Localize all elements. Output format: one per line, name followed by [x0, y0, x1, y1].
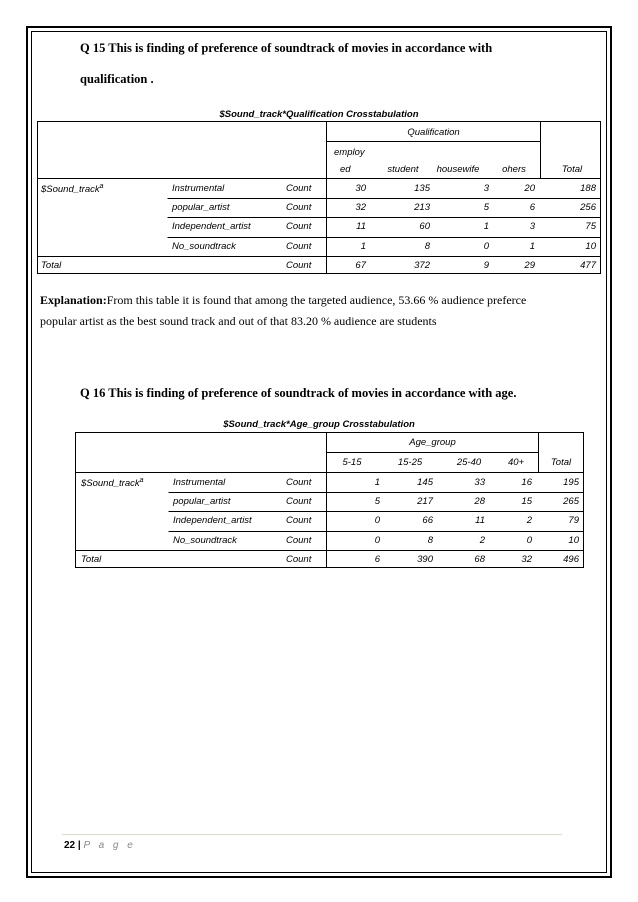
footer-separator: |: [77, 840, 81, 851]
q15-row-label: No_soundtrack: [172, 241, 236, 252]
q15-heading-line2: qualification .: [80, 72, 154, 86]
q15-col-employed-2: ed: [340, 164, 351, 175]
q15-heading-line1: Q 15 This is finding of preference of soundtrack of movies in accordance with: [80, 41, 493, 55]
q16-cell-value: 11: [475, 515, 485, 526]
q16-group-header: Age_group: [409, 437, 456, 448]
q15-row-label: Instrumental: [172, 183, 225, 194]
q15-cell-value: 20: [524, 183, 535, 194]
q16-stat-label: Count: [286, 477, 312, 488]
q16-cell-value: 33: [474, 477, 485, 488]
q15-col-housewife: housewife: [436, 164, 480, 175]
q15-cell-value: 9: [483, 260, 489, 271]
q16-cell-value: 5: [374, 496, 380, 507]
q15-col-total: Total: [561, 164, 583, 175]
explanation-text-line1: From this table it is found that among the targeted audience, 53.66 % audience preferce: [106, 293, 527, 307]
footer-rule: [62, 834, 562, 835]
q16-col-total: Total: [550, 457, 572, 468]
q15-total-label: Total: [41, 260, 62, 271]
q16-total-label: Total: [81, 554, 102, 565]
q16-row-label: popular_artist: [173, 496, 231, 507]
q15-cell-value: 6: [529, 202, 535, 213]
q16-cell-value: 79: [568, 515, 579, 526]
q15-table-title: $Sound_track*Qualification Crosstabulation: [219, 109, 419, 120]
q16-cell-value: 2: [526, 515, 532, 526]
q16-cell-value: 16: [521, 477, 532, 488]
q15-cell-value: 29: [524, 260, 535, 271]
q16-cell-value: 8: [427, 535, 433, 546]
q15-col-student: student: [387, 164, 419, 175]
q15-cell-value: 3: [483, 183, 489, 194]
q16-row-group-text: $Sound_track: [81, 478, 140, 490]
q15-cell-value: 188: [580, 183, 596, 194]
q15-cell-value: 5: [483, 202, 489, 213]
q16-stat-label: Count: [286, 554, 312, 565]
page-footer: [64, 840, 136, 851]
page-number: 22: [64, 840, 76, 851]
q15-stat-label: Count: [286, 183, 312, 194]
q16-cell-value: 265: [563, 496, 579, 507]
q16-cell-value: 2: [479, 535, 485, 546]
q15-cell-value: 67: [355, 260, 366, 271]
q15-col-ohers: ohers: [502, 164, 526, 175]
q15-cell-value: 1: [529, 241, 535, 252]
q15-cell-value: 3: [529, 221, 535, 232]
q16-cell-value: 217: [417, 496, 433, 507]
q16-cell-value: 0: [526, 535, 532, 546]
q16-stat-label: Count: [286, 535, 312, 546]
q15-cell-value: 10: [585, 241, 596, 252]
q16-cell-value: 496: [563, 554, 579, 565]
q15-row-group-text: $Sound_track: [41, 184, 100, 196]
q16-cell-value: 32: [521, 554, 532, 565]
q16-cell-value: 0: [374, 515, 380, 526]
q15-cell-value: 60: [419, 221, 430, 232]
q15-cell-value: 213: [414, 202, 430, 213]
explanation-label: Explanation:: [40, 293, 107, 307]
q16-cell-value: 1: [374, 477, 380, 488]
q16-stat-label: Count: [286, 515, 312, 526]
q16-row-label: Instrumental: [173, 477, 226, 488]
q15-group-header: Qualification: [407, 127, 460, 138]
q16-col-40plus: 40+: [507, 457, 525, 468]
q16-cell-value: 145: [417, 477, 433, 488]
q15-cell-value: 11: [356, 221, 366, 232]
q15-cell-value: 372: [414, 260, 430, 271]
q16-cell-value: 28: [474, 496, 485, 507]
q16-col-15-25: 15-25: [397, 457, 423, 468]
q16-row-label: No_soundtrack: [173, 535, 237, 546]
q16-cell-value: 0: [374, 535, 380, 546]
q16-row-group-label: [81, 477, 144, 489]
q16-cell-value: 68: [474, 554, 485, 565]
explanation-text-line2: popular artist as the best sound track and out of that 83.20 % audience are students: [40, 314, 437, 328]
q16-cell-value: 390: [417, 554, 433, 565]
q15-cell-value: 135: [414, 183, 430, 194]
q15-stat-label: Count: [286, 241, 312, 252]
q16-cell-value: 6: [374, 554, 380, 565]
q15-row-label: Independent_artist: [172, 221, 251, 232]
q15-cell-value: 256: [580, 202, 596, 213]
q15-stat-label: Count: [286, 260, 312, 271]
q15-col-employed-1: employ: [334, 147, 365, 158]
q15-cell-value: 8: [424, 241, 430, 252]
q16-row-group-superscript: a: [139, 477, 144, 484]
q15-cell-value: 75: [585, 221, 596, 232]
q15-cell-value: 30: [355, 183, 366, 194]
q15-stat-label: Count: [286, 202, 312, 213]
q15-cell-value: 1: [360, 241, 366, 252]
q16-cell-value: 195: [563, 477, 579, 488]
q15-cell-value: 477: [580, 260, 596, 271]
q16-col-25-40: 25-40: [456, 457, 482, 468]
q16-cell-value: 66: [422, 515, 433, 526]
q16-cell-value: 10: [568, 535, 579, 546]
q15-row-group-superscript: a: [99, 183, 104, 190]
q15-row-label: popular_artist: [172, 202, 230, 213]
q16-col-5-15: 5-15: [342, 457, 362, 468]
q15-cell-value: 0: [483, 241, 489, 252]
page-word: P a g e: [83, 840, 136, 851]
q16-heading: Q 16 This is finding of preference of soundtrack of movies in accordance with age.: [80, 386, 517, 400]
q16-cell-value: 15: [521, 496, 532, 507]
q15-cell-value: 1: [483, 221, 489, 232]
q16-table-title: $Sound_track*Age_group Crosstabulation: [223, 419, 415, 430]
q15-stat-label: Count: [286, 221, 312, 232]
q15-cell-value: 32: [355, 202, 366, 213]
q16-row-label: Independent_artist: [173, 515, 252, 526]
q16-stat-label: Count: [286, 496, 312, 507]
